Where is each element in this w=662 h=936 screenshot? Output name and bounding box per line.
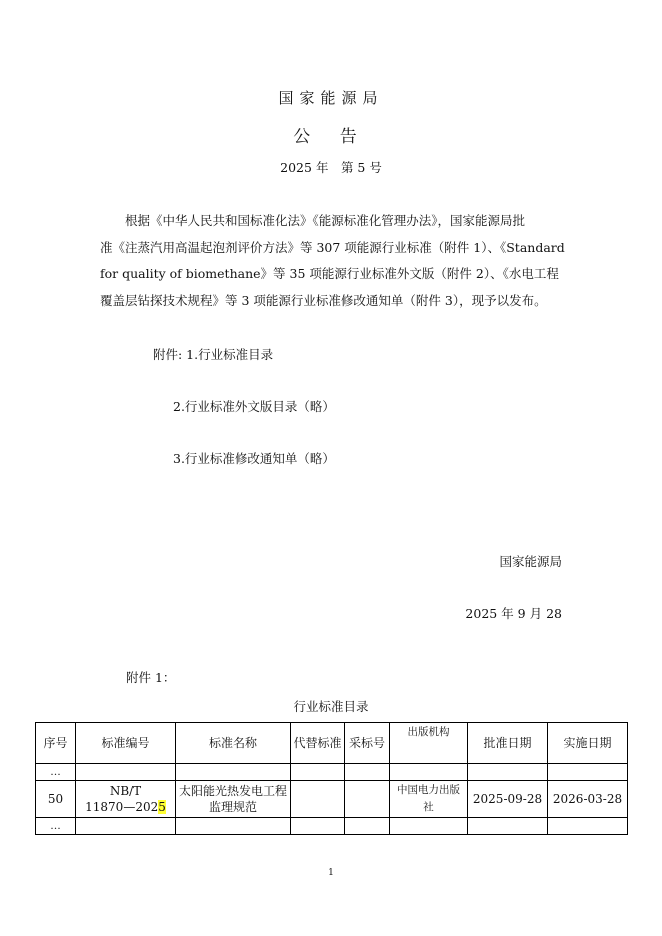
row-seq: 50 xyxy=(36,781,76,818)
header-adopted: 采标号 xyxy=(345,723,390,764)
attachment-2: 2.行业标准外文版目录（略） xyxy=(173,399,335,414)
table-row-ellipsis-bottom xyxy=(36,818,628,835)
body-line-1: 根据《中华人民共和国标准化法》《能源标准化管理办法》，国家能源局批 xyxy=(125,213,526,228)
header-replaces: 代替标准 xyxy=(291,723,345,764)
announcement-number: 2025 年 第 5 号 xyxy=(280,160,382,175)
row-adopted xyxy=(345,781,390,818)
ellipsis-cell: … xyxy=(36,818,76,835)
header-name: 标准名称 xyxy=(176,723,291,764)
table-header-row xyxy=(36,723,628,764)
body-line-4: 覆盖层钻探技术规程》等 3 项能源行业标准修改通知单（附件 3），现予以发布。 xyxy=(100,293,547,309)
header-code: 标准编号 xyxy=(76,723,176,764)
table-row-ellipsis-top xyxy=(36,764,628,781)
row-replaces xyxy=(291,781,345,818)
header-publisher: 出版机构 xyxy=(390,723,468,764)
row-code-line2: 11870—202 xyxy=(85,800,159,814)
header-effective-date: 实施日期 xyxy=(548,723,628,764)
row-code-line1: NB/T xyxy=(109,784,142,798)
appendix-label: 附件 1： xyxy=(126,670,176,685)
table-row xyxy=(36,781,628,818)
body-line-3: for quality of biomethane》等 35 项能源行业标准外文版（附件 2）、《水电工程 xyxy=(100,266,559,282)
attachment-3: 3.行业标准修改通知单（略） xyxy=(173,451,335,466)
announcement-body xyxy=(100,208,565,315)
page-number: 1 xyxy=(328,868,334,878)
row-name: 太阳能光热发电工程监理规范 xyxy=(176,781,291,818)
issuer-title: 国家能源局 xyxy=(278,89,384,107)
attachment-1: 附件: 1.行业标准目录 xyxy=(153,347,274,362)
signer: 国家能源局 xyxy=(499,554,562,569)
row-effective-date: 2026-03-28 xyxy=(548,781,628,818)
row-approval-date: 2025-09-28 xyxy=(468,781,548,818)
row-publisher: 中国电力出版社 xyxy=(390,781,468,818)
header-seq: 序号 xyxy=(36,723,76,764)
table-title: 行业标准目录 xyxy=(293,699,369,714)
standards-table xyxy=(35,722,628,835)
doc-type-title: 公 告 xyxy=(293,127,369,147)
row-code xyxy=(76,781,176,818)
header-approval-date: 批准日期 xyxy=(468,723,548,764)
body-line-2: 准《注蒸汽用高温起泡剂评价方法》等 307 项能源行业标准（附件 1）、《Standard xyxy=(100,239,565,255)
ellipsis-cell: … xyxy=(36,764,76,781)
sign-date: 2025 年 9 月 28 xyxy=(465,606,562,621)
row-code-highlight: 5 xyxy=(158,800,166,814)
